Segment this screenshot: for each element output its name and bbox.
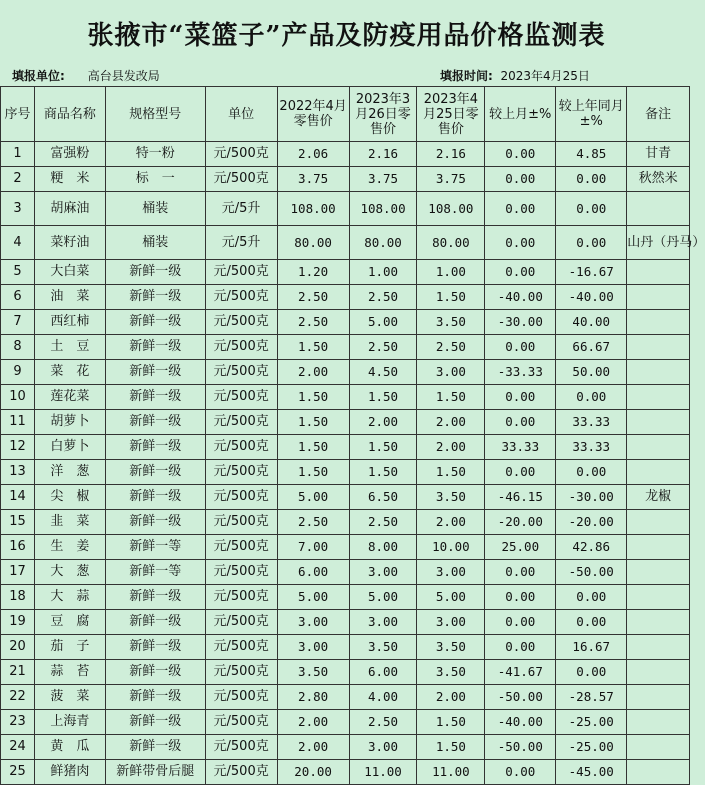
- table-cell[interactable]: 5: [1, 260, 35, 285]
- table-cell[interactable]: 108.00: [277, 192, 349, 226]
- table-cell[interactable]: -50.00: [556, 560, 627, 585]
- table-cell[interactable]: [627, 510, 690, 535]
- table-cell[interactable]: [627, 310, 690, 335]
- table-cell[interactable]: 0.00: [485, 585, 556, 610]
- table-cell[interactable]: 4.00: [349, 685, 417, 710]
- header-cell: 2023年3月26日零售价: [349, 87, 417, 142]
- table-row: [1, 435, 690, 460]
- table-cell[interactable]: 1: [1, 142, 35, 167]
- table-row: [1, 360, 690, 385]
- table-cell[interactable]: 3.75: [417, 167, 485, 192]
- table-cell[interactable]: 5.00: [349, 585, 417, 610]
- table-cell[interactable]: [627, 585, 690, 610]
- table-cell[interactable]: 新鲜一级: [105, 585, 205, 610]
- table-cell[interactable]: 1.50: [417, 385, 485, 410]
- table-cell[interactable]: [627, 535, 690, 560]
- table-cell[interactable]: 3.50: [277, 660, 349, 685]
- table-cell[interactable]: [627, 560, 690, 585]
- price-table: [0, 86, 705, 785]
- table-cell[interactable]: 甘青: [627, 142, 690, 167]
- table-cell[interactable]: 3.00: [417, 560, 485, 585]
- report-unit-label: 填报单位:: [12, 69, 65, 83]
- table-row: [1, 142, 690, 167]
- table-cell[interactable]: 2.00: [417, 410, 485, 435]
- table-cell[interactable]: 1.50: [277, 335, 349, 360]
- table-cell[interactable]: 元/500克: [205, 635, 277, 660]
- table-cell[interactable]: 19: [1, 610, 35, 635]
- table-cell[interactable]: 3.50: [417, 485, 485, 510]
- table-cell[interactable]: -30.00: [485, 310, 556, 335]
- header-cell: 较上月±%: [485, 87, 556, 142]
- table-cell[interactable]: 0.00: [485, 142, 556, 167]
- table-cell[interactable]: 2.00: [277, 360, 349, 385]
- table-cell[interactable]: 5.00: [277, 585, 349, 610]
- table-cell[interactable]: 3.75: [277, 167, 349, 192]
- table-cell[interactable]: 1.50: [277, 460, 349, 485]
- table-cell[interactable]: 2: [1, 167, 35, 192]
- table-cell[interactable]: 0.00: [485, 335, 556, 360]
- table-cell[interactable]: 1.50: [417, 710, 485, 735]
- table-cell[interactable]: 3.00: [417, 610, 485, 635]
- table-cell[interactable]: 元/500克: [205, 385, 277, 410]
- table-cell[interactable]: 3.50: [417, 635, 485, 660]
- table-cell[interactable]: 2.00: [417, 510, 485, 535]
- table-cell[interactable]: 生 姜: [34, 535, 105, 560]
- table-cell[interactable]: -40.00: [485, 710, 556, 735]
- table-cell[interactable]: [627, 410, 690, 435]
- table-cell[interactable]: 3.00: [277, 610, 349, 635]
- table-cell[interactable]: 土 豆: [34, 335, 105, 360]
- table-cell[interactable]: 元/500克: [205, 360, 277, 385]
- table-cell[interactable]: 2.50: [277, 510, 349, 535]
- table-cell[interactable]: 油 菜: [34, 285, 105, 310]
- table-cell[interactable]: 元/500克: [205, 485, 277, 510]
- table-cell[interactable]: 1.00: [349, 260, 417, 285]
- table-cell[interactable]: 2.50: [277, 310, 349, 335]
- table-cell[interactable]: 元/5升: [205, 192, 277, 226]
- table-cell[interactable]: 80.00: [277, 226, 349, 260]
- table-cell[interactable]: 新鲜一级: [105, 410, 205, 435]
- table-cell[interactable]: 4.50: [349, 360, 417, 385]
- table-cell[interactable]: 上海青: [34, 710, 105, 735]
- table-cell[interactable]: [627, 385, 690, 410]
- table-cell[interactable]: 1.50: [277, 435, 349, 460]
- table-cell[interactable]: 新鲜一级: [105, 335, 205, 360]
- table-cell[interactable]: 3: [1, 192, 35, 226]
- table-cell[interactable]: [627, 285, 690, 310]
- table-row: [1, 385, 690, 410]
- table-cell[interactable]: 3.50: [417, 310, 485, 335]
- table-row: [1, 585, 690, 610]
- table-cell[interactable]: 0.00: [556, 660, 627, 685]
- table-cell[interactable]: 2.80: [277, 685, 349, 710]
- table-cell[interactable]: 新鲜一级: [105, 735, 205, 760]
- table-cell[interactable]: 富强粉: [34, 142, 105, 167]
- table-cell[interactable]: [627, 760, 690, 785]
- table-cell[interactable]: 0.00: [485, 760, 556, 785]
- header-cell: 2023年4月25日零售价: [417, 87, 485, 142]
- table-cell[interactable]: 0.00: [485, 260, 556, 285]
- table-cell[interactable]: -33.33: [485, 360, 556, 385]
- table-cell[interactable]: 元/500克: [205, 585, 277, 610]
- table-cell[interactable]: 0.00: [485, 635, 556, 660]
- table-cell[interactable]: 菠 菜: [34, 685, 105, 710]
- table-cell[interactable]: 9: [1, 360, 35, 385]
- table-cell[interactable]: 0.00: [556, 226, 627, 260]
- report-time: [440, 66, 590, 86]
- table-cell[interactable]: 新鲜一等: [105, 560, 205, 585]
- table-row: [1, 610, 690, 635]
- table-cell[interactable]: 新鲜一级: [105, 510, 205, 535]
- table-cell[interactable]: -30.00: [556, 485, 627, 510]
- table-cell[interactable]: 元/500克: [205, 142, 277, 167]
- table-row: [1, 560, 690, 585]
- table-cell[interactable]: 新鲜一等: [105, 535, 205, 560]
- table-cell[interactable]: 6.00: [277, 560, 349, 585]
- table-cell[interactable]: 新鲜一级: [105, 285, 205, 310]
- table-cell[interactable]: 4: [1, 226, 35, 260]
- table-cell[interactable]: 1.50: [417, 460, 485, 485]
- table-cell[interactable]: 80.00: [417, 226, 485, 260]
- table-cell[interactable]: [627, 685, 690, 710]
- table-cell[interactable]: -25.00: [556, 710, 627, 735]
- table-cell[interactable]: 1.50: [417, 735, 485, 760]
- table-row: [1, 510, 690, 535]
- table-cell[interactable]: 标 一: [105, 167, 205, 192]
- table-cell[interactable]: [627, 335, 690, 360]
- table-cell[interactable]: 50.00: [556, 360, 627, 385]
- table-cell[interactable]: 2.00: [277, 735, 349, 760]
- header-cell: 序号: [1, 87, 35, 142]
- table-cell[interactable]: [627, 460, 690, 485]
- table-cell[interactable]: 菜籽油: [34, 226, 105, 260]
- table-cell[interactable]: 2.16: [349, 142, 417, 167]
- table-cell[interactable]: 豆 腐: [34, 610, 105, 635]
- table-row: [1, 635, 690, 660]
- table-row: [1, 335, 690, 360]
- table-cell[interactable]: 2.50: [277, 285, 349, 310]
- table-cell[interactable]: 新鲜一级: [105, 635, 205, 660]
- report-time-label: 填报时间:: [440, 69, 493, 83]
- table-cell[interactable]: 0.00: [485, 410, 556, 435]
- table-cell[interactable]: 12: [1, 435, 35, 460]
- table-cell[interactable]: 5.00: [417, 585, 485, 610]
- table-cell[interactable]: 大白菜: [34, 260, 105, 285]
- table-cell[interactable]: 黄 瓜: [34, 735, 105, 760]
- table-cell[interactable]: 龙椒: [627, 485, 690, 510]
- table-cell[interactable]: 8: [1, 335, 35, 360]
- table-cell[interactable]: 胡麻油: [34, 192, 105, 226]
- table-cell[interactable]: [627, 660, 690, 685]
- table-cell[interactable]: 24: [1, 735, 35, 760]
- table-cell[interactable]: 新鲜一级: [105, 260, 205, 285]
- table-cell[interactable]: -45.00: [556, 760, 627, 785]
- table-cell[interactable]: 1.50: [277, 385, 349, 410]
- header-cell: 单位: [205, 87, 277, 142]
- table-cell[interactable]: -20.00: [485, 510, 556, 535]
- table-cell[interactable]: 0.00: [485, 460, 556, 485]
- table-cell[interactable]: -28.57: [556, 685, 627, 710]
- table-cell[interactable]: 元/500克: [205, 167, 277, 192]
- table-cell[interactable]: [627, 192, 690, 226]
- table-cell[interactable]: -41.67: [485, 660, 556, 685]
- table-cell[interactable]: 0.00: [485, 385, 556, 410]
- table-cell[interactable]: 1.50: [349, 435, 417, 460]
- table-cell[interactable]: 2.06: [277, 142, 349, 167]
- table-cell[interactable]: -16.67: [556, 260, 627, 285]
- table-cell[interactable]: 13: [1, 460, 35, 485]
- table-cell[interactable]: 11.00: [417, 760, 485, 785]
- table-cell[interactable]: 3.50: [349, 635, 417, 660]
- report-unit: [12, 66, 160, 86]
- table-cell[interactable]: 新鲜一级: [105, 435, 205, 460]
- table-cell[interactable]: [627, 635, 690, 660]
- table-cell[interactable]: 11: [1, 410, 35, 435]
- table-cell[interactable]: 16: [1, 535, 35, 560]
- table-cell[interactable]: 2.50: [417, 335, 485, 360]
- table-cell[interactable]: 0.00: [485, 167, 556, 192]
- table-cell[interactable]: 1.20: [277, 260, 349, 285]
- table-cell[interactable]: [627, 260, 690, 285]
- table-cell[interactable]: 108.00: [349, 192, 417, 226]
- table-cell[interactable]: 蒜 苔: [34, 660, 105, 685]
- table-cell[interactable]: 2.00: [417, 435, 485, 460]
- table-cell[interactable]: 西红柿: [34, 310, 105, 335]
- table-cell[interactable]: 0.00: [485, 560, 556, 585]
- table-cell[interactable]: 新鲜带骨后腿: [105, 760, 205, 785]
- table-cell[interactable]: 33.33: [556, 410, 627, 435]
- table-cell[interactable]: -20.00: [556, 510, 627, 535]
- table-cell[interactable]: 23: [1, 710, 35, 735]
- header-cell: 规格型号: [105, 87, 205, 142]
- table-row: [1, 660, 690, 685]
- table-cell[interactable]: 白萝卜: [34, 435, 105, 460]
- table-cell[interactable]: 莲花菜: [34, 385, 105, 410]
- table-row: [1, 535, 690, 560]
- table-cell[interactable]: 1.50: [277, 410, 349, 435]
- table-row: [1, 410, 690, 435]
- table-cell[interactable]: 5.00: [277, 485, 349, 510]
- table-cell[interactable]: 1.50: [349, 385, 417, 410]
- table-cell[interactable]: 元/5升: [205, 226, 277, 260]
- table-cell[interactable]: 18: [1, 585, 35, 610]
- table-row: [1, 485, 690, 510]
- table-cell[interactable]: 新鲜一级: [105, 710, 205, 735]
- table-cell[interactable]: 1.00: [417, 260, 485, 285]
- table-cell[interactable]: [627, 360, 690, 385]
- table-cell[interactable]: -50.00: [485, 735, 556, 760]
- table-cell[interactable]: 3.50: [417, 660, 485, 685]
- table-cell[interactable]: 11.00: [349, 760, 417, 785]
- table-cell[interactable]: 33.33: [556, 435, 627, 460]
- table-cell[interactable]: 粳 米: [34, 167, 105, 192]
- table-cell[interactable]: 茄 子: [34, 635, 105, 660]
- table-cell[interactable]: 2.50: [349, 285, 417, 310]
- table-cell[interactable]: 胡萝卜: [34, 410, 105, 435]
- table-cell[interactable]: 40.00: [556, 310, 627, 335]
- table-row: [1, 735, 690, 760]
- page-title: 张掖市“菜篮子”产品及防疫用品价格监测表: [87, 20, 606, 51]
- table-cell[interactable]: 元/500克: [205, 410, 277, 435]
- table-cell[interactable]: 洋 葱: [34, 460, 105, 485]
- table-cell[interactable]: 元/500克: [205, 335, 277, 360]
- table-cell[interactable]: -40.00: [556, 285, 627, 310]
- table-cell[interactable]: 韭 菜: [34, 510, 105, 535]
- table-cell[interactable]: 大 蒜: [34, 585, 105, 610]
- table-cell[interactable]: 10: [1, 385, 35, 410]
- table-cell[interactable]: 元/500克: [205, 435, 277, 460]
- table-cell[interactable]: 6.00: [349, 660, 417, 685]
- table-row: [1, 685, 690, 710]
- table-cell[interactable]: 元/500克: [205, 710, 277, 735]
- table-cell[interactable]: 6.50: [349, 485, 417, 510]
- table-row: [1, 167, 690, 192]
- table-row: [1, 192, 690, 226]
- table-cell[interactable]: 108.00: [417, 192, 485, 226]
- table-cell[interactable]: -40.00: [485, 285, 556, 310]
- table-cell[interactable]: 新鲜一级: [105, 485, 205, 510]
- table-cell[interactable]: 新鲜一级: [105, 460, 205, 485]
- table-cell[interactable]: 3.75: [349, 167, 417, 192]
- table-cell[interactable]: 0.00: [556, 167, 627, 192]
- table-cell[interactable]: 元/500克: [205, 510, 277, 535]
- table-cell[interactable]: 0.00: [556, 585, 627, 610]
- report-time-value: 2023年4月25日: [500, 69, 590, 83]
- table-cell[interactable]: 3.00: [349, 610, 417, 635]
- table-cell[interactable]: 20.00: [277, 760, 349, 785]
- table-cell[interactable]: 新鲜一级: [105, 685, 205, 710]
- header-cell: 商品名称: [34, 87, 105, 142]
- table-cell[interactable]: 新鲜一级: [105, 610, 205, 635]
- table-cell[interactable]: 2.50: [349, 710, 417, 735]
- report-unit-value: 高台县发改局: [87, 69, 160, 83]
- table-cell[interactable]: 0.00: [556, 192, 627, 226]
- table-cell[interactable]: 80.00: [349, 226, 417, 260]
- table-cell[interactable]: 2.00: [277, 710, 349, 735]
- table-cell[interactable]: 0.00: [485, 226, 556, 260]
- table-cell[interactable]: [627, 610, 690, 635]
- table-cell[interactable]: 21: [1, 660, 35, 685]
- table-cell[interactable]: 桶装: [105, 192, 205, 226]
- table-cell[interactable]: 7: [1, 310, 35, 335]
- table-cell[interactable]: 元/500克: [205, 685, 277, 710]
- table-cell[interactable]: 3.00: [349, 560, 417, 585]
- table-header-row: [1, 87, 690, 142]
- table-cell[interactable]: -25.00: [556, 735, 627, 760]
- table-cell[interactable]: 22: [1, 685, 35, 710]
- table-cell[interactable]: 4.85: [556, 142, 627, 167]
- table-cell[interactable]: -50.00: [485, 685, 556, 710]
- table-cell[interactable]: 鲜猪肉: [34, 760, 105, 785]
- table-cell[interactable]: 0.00: [485, 192, 556, 226]
- table-cell[interactable]: 2.16: [417, 142, 485, 167]
- table-cell[interactable]: 3.00: [417, 360, 485, 385]
- table-cell[interactable]: 元/500克: [205, 660, 277, 685]
- table-cell[interactable]: 1.50: [417, 285, 485, 310]
- table-cell[interactable]: 6: [1, 285, 35, 310]
- table-cell[interactable]: 大 葱: [34, 560, 105, 585]
- table-cell[interactable]: 新鲜一级: [105, 385, 205, 410]
- table-cell[interactable]: 25: [1, 760, 35, 785]
- table-cell[interactable]: -46.15: [485, 485, 556, 510]
- table-cell[interactable]: 2.50: [349, 335, 417, 360]
- table-cell[interactable]: 新鲜一级: [105, 360, 205, 385]
- table-cell[interactable]: 桶装: [105, 226, 205, 260]
- table-cell[interactable]: 元/500克: [205, 310, 277, 335]
- table-cell[interactable]: 14: [1, 485, 35, 510]
- table-cell[interactable]: [627, 710, 690, 735]
- header-cell: 较上年同月±%: [556, 87, 627, 142]
- table-row: [1, 226, 690, 260]
- header-cell: 备注: [627, 87, 690, 142]
- table-cell[interactable]: 2.00: [349, 410, 417, 435]
- table-row: [1, 260, 690, 285]
- table-cell[interactable]: 16.67: [556, 635, 627, 660]
- table-row: [1, 760, 690, 785]
- table-cell[interactable]: 17: [1, 560, 35, 585]
- table-row: [1, 460, 690, 485]
- table-cell[interactable]: 42.86: [556, 535, 627, 560]
- table-cell[interactable]: 元/500克: [205, 260, 277, 285]
- table-cell[interactable]: 元/500克: [205, 535, 277, 560]
- table-cell[interactable]: 8.00: [349, 535, 417, 560]
- table-cell[interactable]: 3.00: [277, 635, 349, 660]
- table-cell[interactable]: 元/500克: [205, 760, 277, 785]
- table-cell[interactable]: 0.00: [556, 460, 627, 485]
- table-cell[interactable]: 新鲜一级: [105, 660, 205, 685]
- table-cell[interactable]: 元/500克: [205, 735, 277, 760]
- table-cell[interactable]: 25.00: [485, 535, 556, 560]
- table-cell[interactable]: 20: [1, 635, 35, 660]
- table-cell[interactable]: 山丹（丹马）: [627, 226, 690, 260]
- table-cell[interactable]: 元/500克: [205, 285, 277, 310]
- table-cell[interactable]: 0.00: [556, 385, 627, 410]
- table-cell[interactable]: 66.67: [556, 335, 627, 360]
- table-row: [1, 710, 690, 735]
- table-cell[interactable]: 5.00: [349, 310, 417, 335]
- table-cell[interactable]: 元/500克: [205, 460, 277, 485]
- table-cell[interactable]: [627, 735, 690, 760]
- table-body: [1, 142, 705, 785]
- table-cell[interactable]: 1.50: [349, 460, 417, 485]
- table-cell[interactable]: 秋然米: [627, 167, 690, 192]
- table-cell[interactable]: 新鲜一级: [105, 310, 205, 335]
- table-cell[interactable]: 3.00: [349, 735, 417, 760]
- table-cell[interactable]: 7.00: [277, 535, 349, 560]
- table-cell[interactable]: 菜 花: [34, 360, 105, 385]
- table-cell[interactable]: [627, 435, 690, 460]
- table-cell[interactable]: 2.50: [349, 510, 417, 535]
- table-cell[interactable]: 15: [1, 510, 35, 535]
- table-cell[interactable]: 0.00: [485, 610, 556, 635]
- header-cell: 2022年4月零售价: [277, 87, 349, 142]
- table-row: [1, 310, 690, 335]
- table-cell[interactable]: 10.00: [417, 535, 485, 560]
- table-cell[interactable]: 0.00: [556, 610, 627, 635]
- table-cell[interactable]: 33.33: [485, 435, 556, 460]
- table-cell[interactable]: 尖 椒: [34, 485, 105, 510]
- table-cell[interactable]: 2.00: [417, 685, 485, 710]
- table-cell[interactable]: 特一粉: [105, 142, 205, 167]
- table-row: [1, 285, 690, 310]
- table-cell[interactable]: 元/500克: [205, 560, 277, 585]
- table-cell[interactable]: 元/500克: [205, 610, 277, 635]
